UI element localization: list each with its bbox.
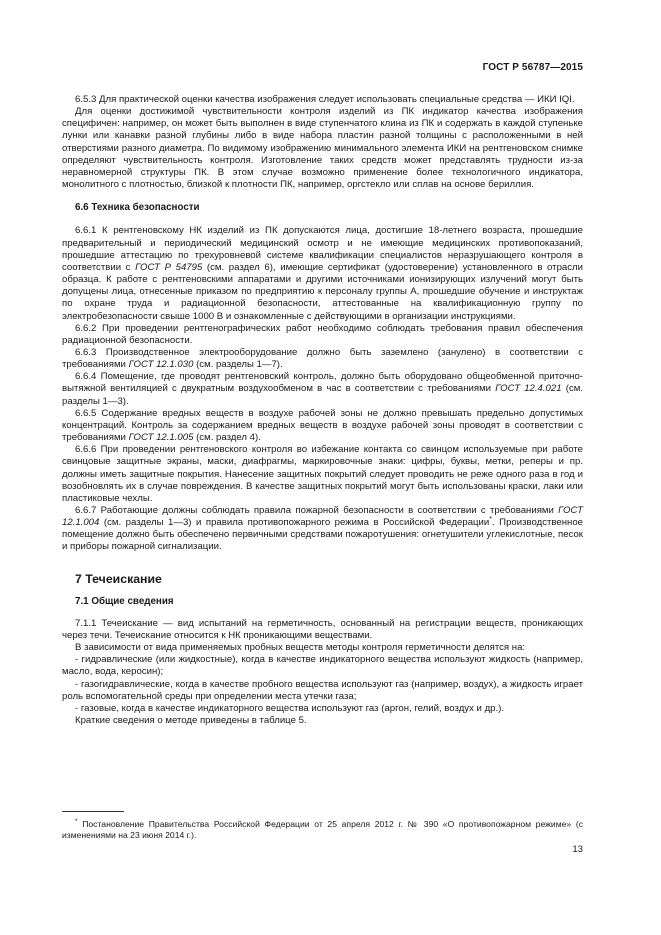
paragraph-table-ref: Краткие сведения о методе приведены в таблице 5. (75, 715, 307, 727)
paragraph-6-6-1: 6.6.1 К рентгеновскому НК изделий из ПК допускаются лица, достигшие 18-летнего возраста, прошедшие предварительный и периодический медицинский осмотр и не имеющие медицинских противопоказаний, прошедшие аттестацию по трехуровневой системе квалификации специалистов неразрушающего контроля в соответствии с ГОСТ Р 54795 (см. раздел 6), имеющие сертификат (удостоверение) установленного в отрасли образца. К работе с рентгеновскими аппаратами и другими источниками ионизирующих излучений могут быть допущены лица, отнесенные приказом по предприятию к персоналу группы А, прошедшие обучение и инструктаж по охране труда и радиационной безопасности, аттестованные на квалификационную группу по электробезопасности свыше 1000 В и ознакомленные с действующими в организации инструкциями. (62, 225, 583, 322)
heading-7-1: 7.1 Общие сведения (75, 595, 174, 607)
paragraph-6-6-7: 6.6.7 Работающие должны соблюдать правила пожарной безопасности в соответствии с требованиями ГОСТ 12.1.004 (см. разделы 1—3) и правила противопожарного режима в Российской Федерации*. Производственное помещение должно быть обеспечено первичными средствами пожаротушения: огнетушители углекислотные, песок и приборы пожарной сигнализации. (62, 505, 583, 553)
paragraph-methods-intro: В зависимости от вида применяемых пробных веществ методы контроля герметичности делятся на: (75, 642, 526, 654)
standard-ref: ГОСТ 12.1.004 (62, 505, 583, 529)
page-body (62, 94, 583, 727)
footnote (62, 816, 583, 841)
list-item-gas-hydraulic: - газогидравлические, когда в качестве пробного вещества используют газ (например, воздух), а жидкость играет роль вспомогательной среды при определении места утечки газа; (62, 678, 583, 702)
footnote-divider (62, 811, 124, 812)
page-number: 13 (572, 844, 583, 855)
standard-ref: ГОСТ 12.4.021 (495, 383, 562, 395)
paragraph-6-6-2: 6.6.2 При проведении рентгенографических работ необходимо соблюдать требования правил обеспечения радиационной безопасности. (62, 322, 583, 346)
standard-ref: ГОСТ 12.1.030 (128, 359, 194, 371)
list-item-gas: - газовые, когда в качестве индикаторного вещества используют газ (аргон, гелий, воздух и др.). (75, 702, 505, 714)
paragraph-6-6-6: 6.6.6 При проведении рентгеновского контроля во избежание контакта со свинцом используемые при работе свинцовые защитные экраны, маски, диафрагмы, маркировочные знаки: цифры, буквы, метки, реперы и пр. должны иметь защитные покрытия. Нанесение защитных покрытий следует проводить не реже одного раза в год и возобновлять их в случае повреждения. В качестве защитных покрытий могут быть использованы краски, лаки или пластиковые чехлы. (62, 444, 583, 504)
paragraph-6-6-4: 6.6.4 Помещение, где проводят рентгеновский контроль, должно быть оборудовано общеобменной приточно-вытяжной вентиляцией с двукратным воздухообменом в час в соответствии с требованиями ГОСТ 12.4.021 (см. разделы 1—3). (62, 371, 584, 407)
footnote-text: Постановление Правительства Российской Федерации от 25 апреля 2012 г. № 390 «О противопожарном режиме» (с изменениями на 23 июня 2014 г.). (62, 818, 583, 840)
footnote-marker: * (489, 515, 492, 523)
paragraph-7-1-1: 7.1.1 Течеискание — вид испытаний на герметичность, основанный на регистрации веществ, проникающих через течи. Течеискание относится к НК проникающими веществами. (62, 617, 583, 641)
list-item-hydraulic: - гидравлические (или жидкостные), когда в качестве индикаторного вещества используют жидкость (например, масло, вода, керосин); (62, 654, 583, 678)
heading-6-6: 6.6 Техника безопасности (75, 202, 200, 214)
paragraph-iqi-details: Для оценки достижимой чувствительности контроля изделий из ПК индикатор качества изображения специфичен: например, он может быть выполнен в виде ступенчатого клина из ПК и содержать в каждой ступеньке лунки или канавки разной глубины либо в виде набора пластин разной толщины с расположенными в ней отверстиями разного диаметра. По видимому изображению минимального элемента ИКИ на рентгеновском снимке определяют чувствительность контроля. Изготовление таких средств может представлять трудности из-за неравномерной структуры ПК. В этом случае возможно применение более технологичного индикатора, монолитного с плотностью, близкой к плотности ПК, например, оргстекло или сплав на основе бериллия. (62, 106, 583, 191)
standard-ref: ГОСТ Р 54795 (135, 261, 203, 273)
paragraph-6-5-3: 6.5.3 Для практической оценки качества изображения следует использовать специальные средства — ИКИ IQI. (75, 94, 575, 105)
standard-ref: ГОСТ 12.1.005 (128, 432, 194, 444)
document-code: ГОСТ Р 56787—2015 (482, 62, 583, 73)
footnote-mark: * (75, 818, 78, 825)
paragraph-6-6-5: 6.6.5 Содержание вредных веществ в воздухе рабочей зоны не должно превышать предельно допустимых концентраций. Контроль за содержанием вредных веществ в воздухе рабочей зоны проводят в соответствии с требованиями ГОСТ 12.1.005 (см. раздел 4). (62, 407, 583, 444)
paragraph-6-6-3: 6.6.3 Производственное электрооборудование должно быть заземлено (занулено) в соответствии с требованиями ГОСТ 12.1.030 (см. разделы 1—7). (62, 346, 583, 371)
heading-section-7: 7 Течеискание (75, 571, 162, 586)
